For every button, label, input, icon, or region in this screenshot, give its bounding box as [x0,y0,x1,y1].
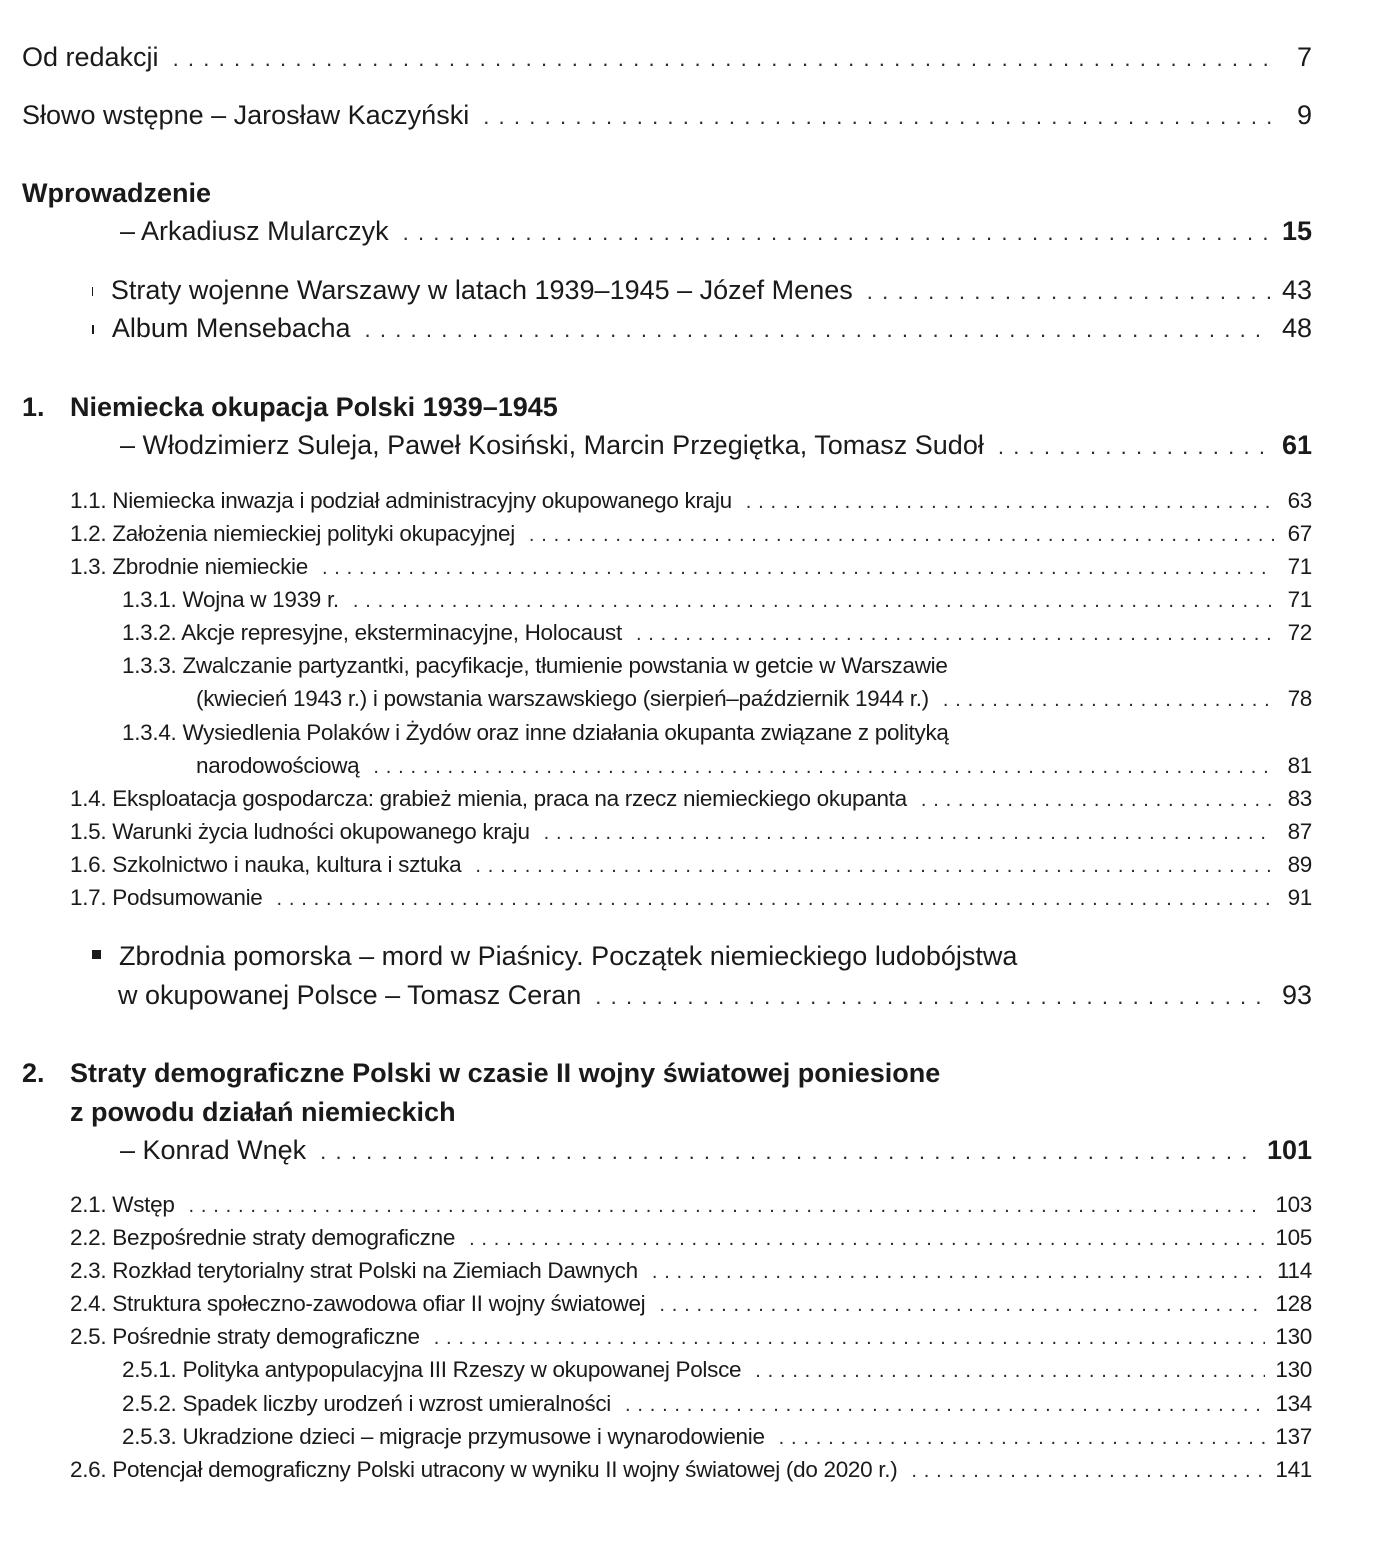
toc-section[interactable] [70,885,1312,911]
toc-insert-zbrodnia-pomorska-line [92,941,1017,972]
leader-dots [364,317,1271,343]
leader-dots [659,1294,1265,1317]
leader-dots [434,1327,1266,1350]
leader-dots [277,888,1274,911]
toc-page-number: 89 [1287,852,1312,877]
toc-section-label: 2.5.3. Ukradzione dzieci – migracje przymusowe i wynarodowienie [122,1424,765,1449]
toc-section[interactable] [70,488,1312,514]
toc-section-label: 2.5. Pośrednie straty demograficzne [70,1324,420,1349]
toc-page-number: 93 [1281,980,1312,1010]
toc-section-label: 1.1. Niemiecka inwazja i podział administracyjny okupowanego kraju [70,488,732,513]
bullet-icon [92,950,101,959]
toc-page-number: 81 [1287,753,1312,778]
toc-section-label: 1.3.1. Wojna w 1939 r. [122,587,339,612]
toc-page-number: 137 [1275,1424,1312,1449]
toc-entry-label: w okupowanej Polsce – Tomasz Ceran [118,980,582,1010]
toc-section-label: 1.3.2. Akcje represyjne, eksterminacyjne, Holocaust [122,620,622,645]
toc-entry-od-redakcji[interactable] [22,42,1312,73]
toc-entry-label: Album Mensebacha [111,313,351,343]
leader-dots [475,855,1274,878]
leader-dots [779,1427,1266,1450]
leader-dots [529,524,1274,547]
toc-section-label: (kwiecień 1943 r.) i powstania warszawskiego (sierpień–październik 1944 r.) [196,686,929,711]
toc-page-number: 48 [1281,313,1312,343]
toc-entry-chapter-1[interactable] [120,430,1312,461]
toc-section-label: 2.3. Rozkład terytorialny strat Polski na Ziemiach Dawnych [70,1258,638,1283]
toc-section[interactable] [70,1192,1312,1218]
chapter-2-title [22,1058,940,1089]
toc-page-number: 43 [1281,275,1312,305]
toc-page-number: 78 [1287,686,1312,711]
leader-dots [483,104,1274,130]
toc-page-number: 7 [1296,42,1312,72]
toc-page-number: 91 [1287,885,1312,910]
toc-page-number: 71 [1287,587,1312,612]
toc-section[interactable] [70,554,1312,580]
leader-dots [652,1261,1267,1284]
toc-insert-album-mensebacha[interactable] [92,313,1312,344]
toc-entry-label: Straty wojenne Warszawy w latach 1939–1945 – Józef Menes [110,275,853,305]
toc-subsection[interactable] [122,620,1312,646]
chapter-title-line: Straty demograficzne Polski w czasie II wojny światowej poniesione [70,1058,941,1088]
leader-dots [921,789,1274,812]
toc-section-label: 2.2. Bezpośrednie straty demograficzne [70,1225,456,1250]
toc-insert-straty-warszawy[interactable] [92,275,1312,306]
toc-section[interactable] [70,852,1312,878]
toc-section-label: 2.6. Potencjał demograficzny Polski utracony w wyniku II wojny światowej (do 2020 r.) [70,1457,898,1482]
toc-page-number: 71 [1287,554,1312,579]
toc-entry-label: Zbrodnia pomorska – mord w Piaśnicy. Początek niemieckiego ludobójstwa [119,941,1018,971]
toc-page-number: 15 [1281,216,1312,246]
toc-section-label: 2.5.2. Spadek liczby urodzeń i wzrost umieralności [122,1391,611,1416]
toc-section[interactable] [70,819,1312,845]
leader-dots [746,491,1274,514]
toc-page-number: 87 [1287,819,1312,844]
toc-page-number: 130 [1275,1324,1312,1349]
toc-entry-label: Słowo wstępne – Jarosław Kaczyński [22,100,470,130]
leader-dots [173,46,1274,72]
toc-subsection[interactable] [196,753,1312,779]
toc-section-label: 2.5.1. Polityka antypopulacyjna III Rzeszy w okupowanej Polsce [122,1357,742,1382]
leader-dots [636,623,1274,646]
toc-section[interactable] [70,1225,1312,1251]
chapter-title-line: Niemiecka okupacja Polski 1939–1945 [70,392,558,422]
toc-subsection[interactable] [122,1391,1312,1417]
toc-section-label: narodowościową [196,753,360,778]
toc-section-label: 1.5. Warunki życia ludności okupowanego kraju [70,819,530,844]
leader-dots [320,1139,1257,1165]
toc-page-number: 114 [1277,1258,1312,1283]
toc-page-number: 103 [1275,1192,1312,1217]
toc-entry-author: – Konrad Wnęk [120,1135,307,1165]
introduction-title: Wprowadzenie [22,178,212,208]
leader-dots [544,822,1274,845]
toc-section[interactable] [70,521,1312,547]
leader-dots [998,434,1272,460]
leader-dots [595,984,1272,1010]
chapter-number: 1. [22,392,45,422]
toc-page-number: 141 [1275,1457,1312,1482]
toc-section[interactable] [70,1258,1312,1284]
toc-page-number: 72 [1287,620,1312,645]
toc-insert-zbrodnia-pomorska[interactable] [118,980,1312,1011]
toc-page-number: 61 [1281,430,1312,460]
toc-subsection-line: 1.3.3. Zwalczanie partyzantki, pacyfikacje, tłumienie powstania w getcie w Warszawie [122,653,948,678]
toc-page-number: 105 [1275,1225,1312,1250]
toc-page-number: 67 [1287,521,1312,546]
toc-page-number: 128 [1275,1291,1312,1316]
toc-subsection[interactable] [122,1424,1312,1450]
toc-section[interactable] [70,1457,1312,1483]
leader-dots [943,689,1274,712]
toc-page-number: 83 [1287,786,1312,811]
leader-dots [469,1228,1265,1251]
toc-subsection[interactable] [122,1357,1312,1383]
toc-entry-author: – Włodzimierz Suleja, Paweł Kosiński, Marcin Przegiętka, Tomasz Sudoł [120,430,984,460]
leader-dots [867,279,1272,305]
toc-entry-chapter-2[interactable] [120,1135,1312,1166]
toc-subsection[interactable] [196,686,1312,712]
toc-section[interactable] [70,1324,1312,1350]
toc-section-label: 1.2. Założenia niemieckiej polityki okupacyjnej [70,521,515,546]
chapter-title-line: z powodu działań niemieckich [70,1097,456,1127]
leader-dots [353,590,1274,613]
toc-section-label: 1.6. Szkolnictwo i nauka, kultura i sztuka [70,852,462,877]
chapter-number: 2. [22,1058,45,1088]
toc-subsection-line: 1.3.4. Wysiedlenia Polaków i Żydów oraz inne działania okupanta związane z polityką [122,720,949,745]
bullet-icon [92,287,93,296]
leader-dots [373,756,1274,779]
leader-dots [403,220,1272,246]
toc-page-number: 101 [1266,1135,1312,1165]
toc-section-label: 2.4. Struktura społeczno-zawodowa ofiar II wojny światowej [70,1291,646,1316]
toc-entry-author: – Arkadiusz Mularczyk [120,216,389,246]
toc-page-number: 63 [1287,488,1312,513]
leader-dots [189,1195,1266,1218]
toc-entry-slowo-wstepne[interactable] [22,100,1312,131]
toc-section[interactable] [70,1291,1312,1317]
toc-section-label: 1.4. Eksploatacja gospodarcza: grabież mienia, praca na rzecz niemieckiego okupanta [70,786,907,811]
toc-section[interactable] [70,786,1312,812]
leader-dots [625,1394,1265,1417]
toc-entry-introduction[interactable] [120,216,1312,247]
bullet-icon [92,325,94,334]
leader-dots [322,557,1274,580]
toc-page-number: 130 [1275,1357,1312,1382]
chapter-1-title [22,392,558,423]
toc-subsection[interactable] [122,587,1312,613]
toc-page-number: 9 [1296,100,1312,130]
toc-entry-label: Od redakcji [22,42,159,72]
toc-section-label: 2.1. Wstęp [70,1192,175,1217]
leader-dots [755,1360,1265,1383]
leader-dots [911,1460,1265,1483]
toc-page-number: 134 [1275,1391,1312,1416]
toc-section-label: 1.3. Zbrodnie niemieckie [70,554,308,579]
toc-section-label: 1.7. Podsumowanie [70,885,263,910]
